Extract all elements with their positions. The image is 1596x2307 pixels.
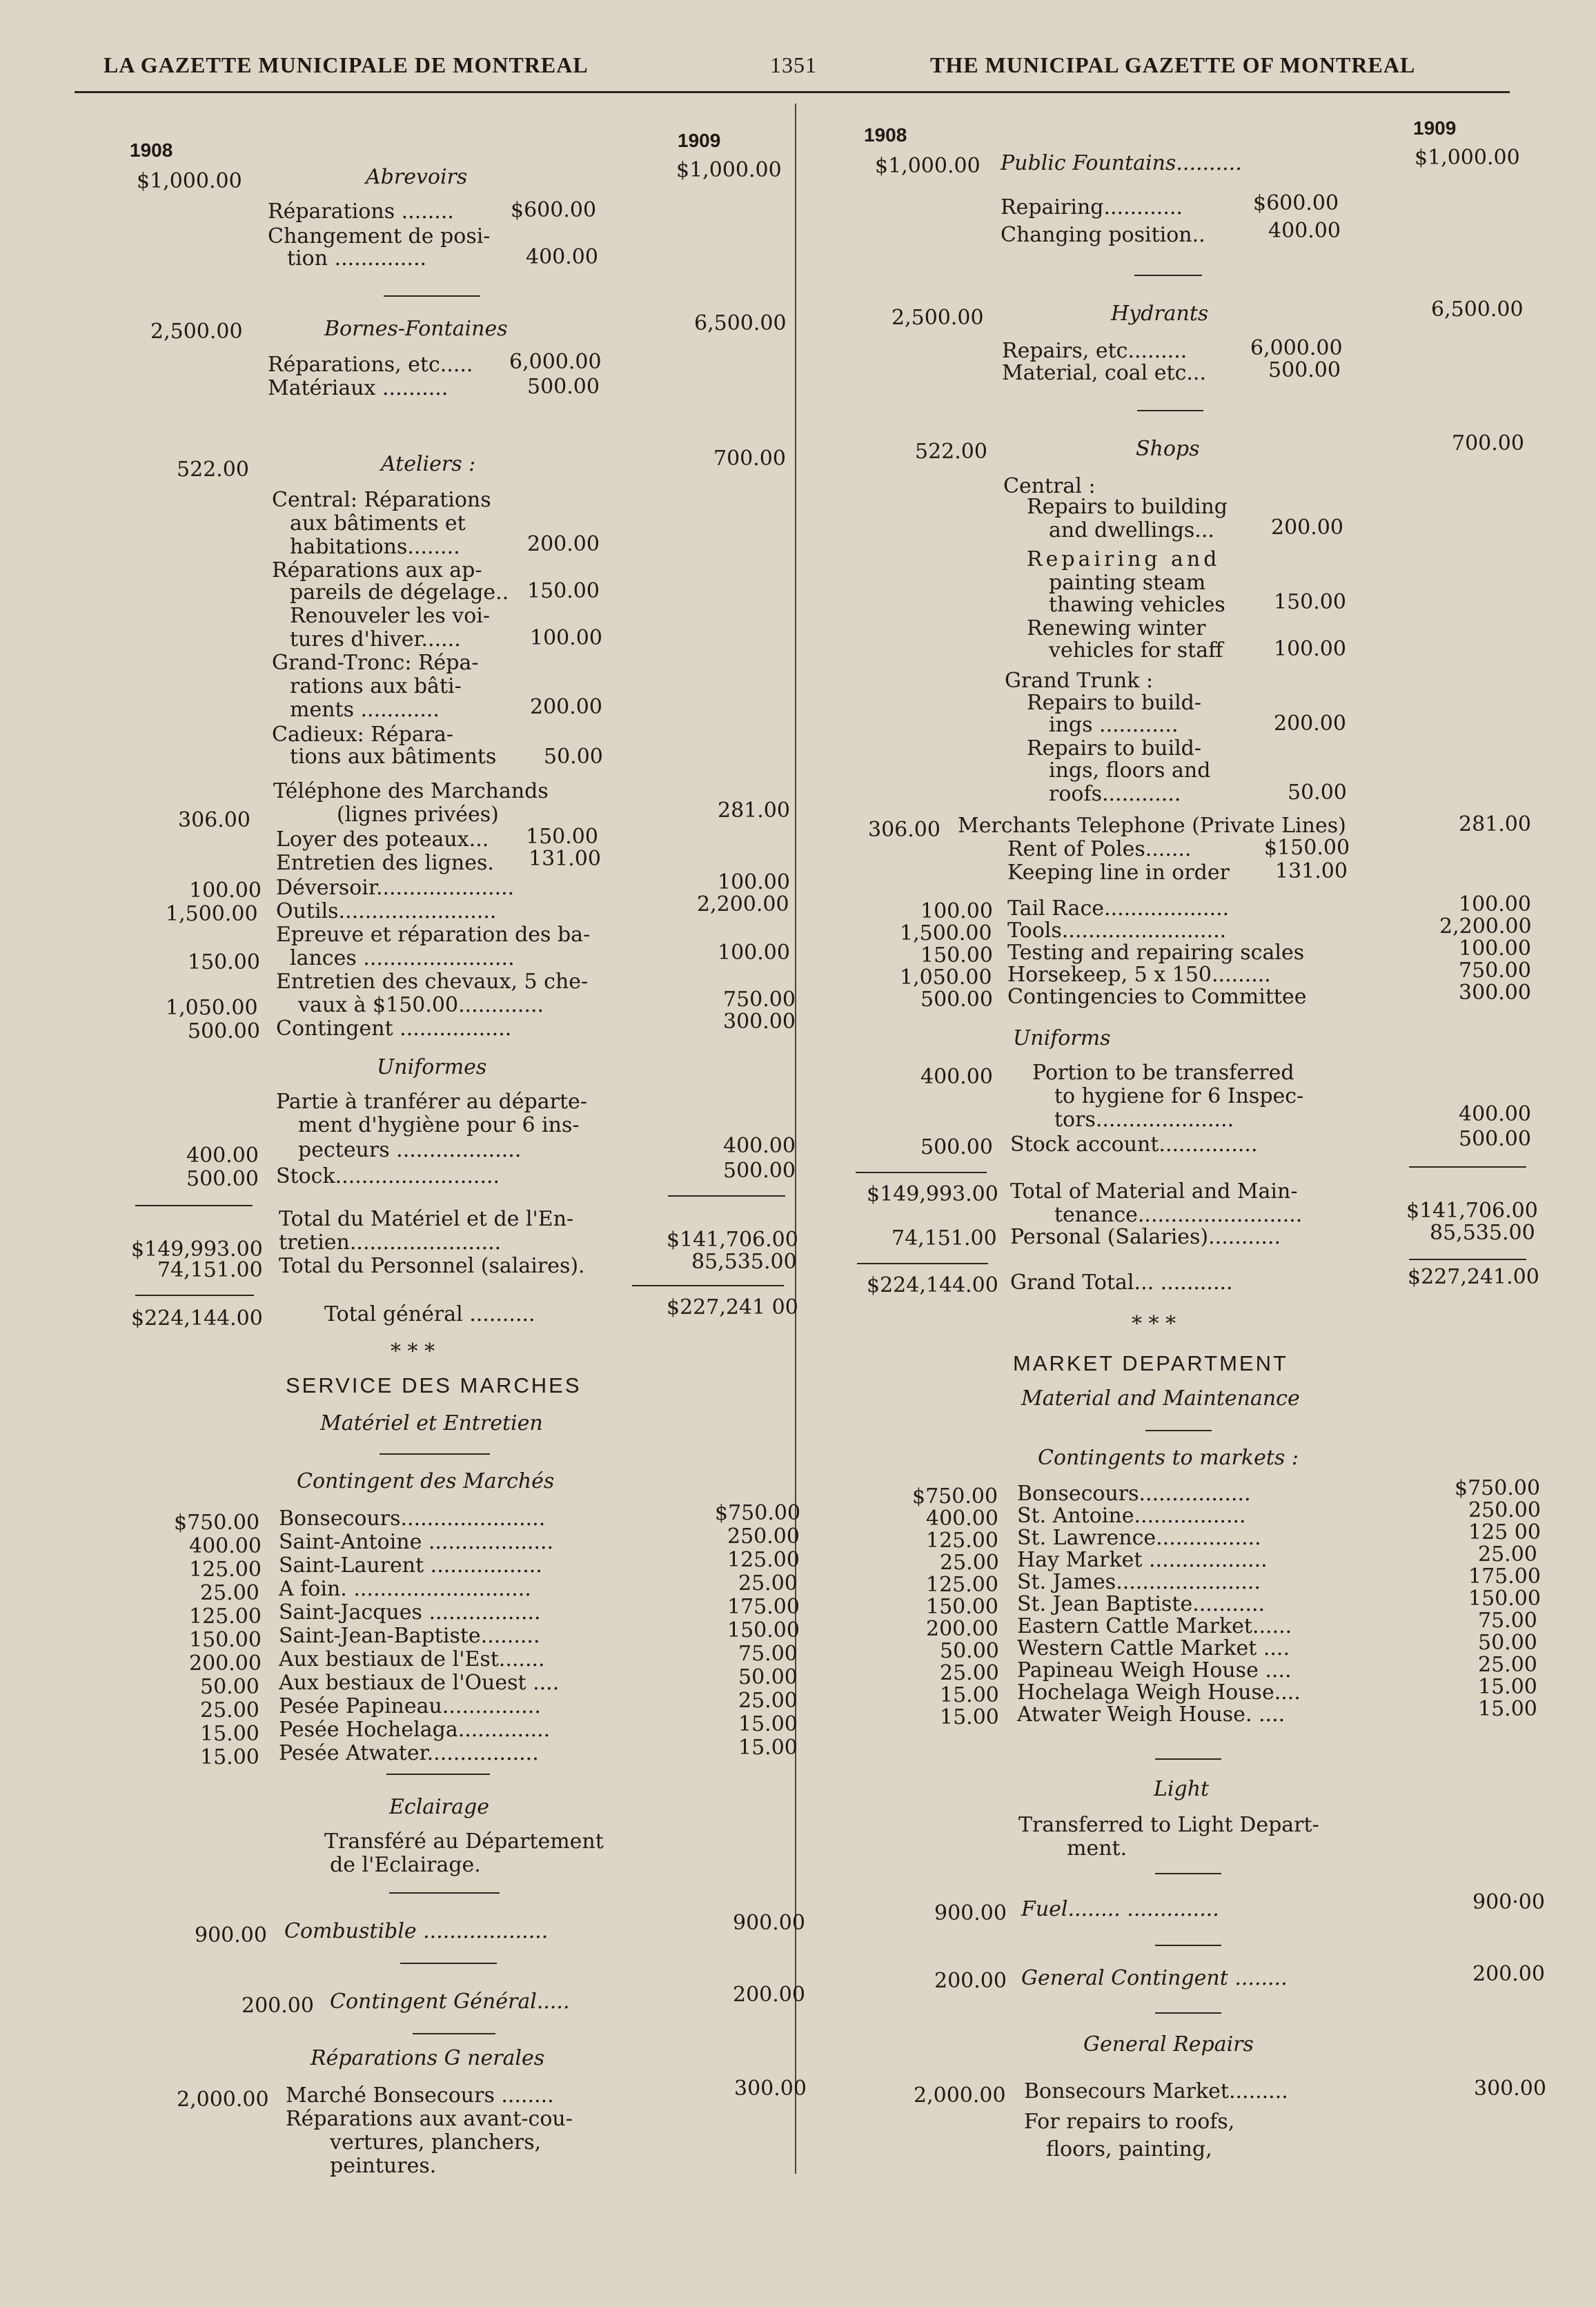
item-label: Total du Personnel (salaires). — [279, 1254, 585, 1278]
item-value: 6,000.00 — [509, 350, 602, 374]
item-label: tures d'hiver...... — [290, 627, 461, 651]
list-item-amount-1908: 15.00 — [940, 1705, 999, 1729]
item-label: to hygiene for 6 Inspec- — [1054, 1084, 1304, 1108]
page-number: 1351 — [770, 52, 817, 77]
list-item-amount-1909: 125 00 — [1468, 1520, 1541, 1544]
item-label: Bonsecours Market......... — [1024, 2079, 1288, 2103]
item-label: (lignes privées) — [337, 803, 499, 827]
section-rule — [400, 1963, 497, 1964]
section-subtitle: Matériel et Entretien — [320, 1411, 543, 1435]
total-rule — [1409, 1259, 1526, 1260]
amount-1909: 700.00 — [1452, 431, 1524, 455]
item-label: thawing vehicles — [1049, 593, 1225, 617]
section-title: Réparations G nerales — [311, 2046, 545, 2070]
list-item-amount-1908: 125.00 — [189, 1604, 262, 1629]
list-item-amount-1908: 200.00 — [189, 1651, 262, 1676]
item-label: Epreuve et réparation des ba- — [276, 923, 591, 947]
amount-1908: $1,000.00 — [137, 169, 242, 193]
item-label: Outils........................ — [276, 899, 497, 923]
amount-1908: 400.00 — [920, 1065, 993, 1089]
item-label: Entretien des chevaux, 5 che- — [276, 970, 589, 994]
item-value: 100.00 — [1274, 637, 1346, 661]
list-item-amount-1908: 150.00 — [926, 1595, 998, 1619]
section-title: Uniformes — [377, 1055, 487, 1079]
section-title: Public Fountains.......... — [1001, 151, 1242, 175]
year-1908: 1908 — [130, 139, 173, 161]
list-item-label: Eastern Cattle Market...... — [1017, 1614, 1292, 1638]
item-label: habitations........ — [290, 535, 460, 559]
item-value: 400.00 — [526, 245, 598, 269]
amount-1909: 900·00 — [1472, 1890, 1545, 1914]
item-label: pareils de dégelage.. — [290, 580, 509, 605]
item-label: Keeping line in order — [1007, 861, 1230, 885]
item-label: Réparations, etc..... — [268, 353, 473, 377]
list-item-amount-1909: 25.00 — [738, 1689, 798, 1713]
item-label: Repairs to building — [1027, 495, 1228, 519]
list-item-label: Saint-Jacques ................. — [279, 1600, 541, 1624]
total-rule — [135, 1295, 254, 1296]
item-value: 150.00 — [526, 825, 598, 849]
amount-1908: 2,500.00 — [891, 306, 984, 330]
list-item-amount-1909: 175.00 — [727, 1595, 800, 1619]
item-label: Renewing winter — [1027, 616, 1206, 640]
header-rule — [75, 91, 1510, 93]
section-title: Ateliers : — [381, 452, 476, 476]
list-item-label: Bonsecours................. — [1017, 1482, 1251, 1506]
section-rule — [380, 1453, 490, 1455]
list-item-amount-1909: 100.00 — [1459, 936, 1531, 961]
item-label: Stock......................... — [276, 1164, 500, 1188]
list-item-amount-1908: $750.00 — [912, 1484, 998, 1509]
list-item-label: Saint-Antoine ................... — [279, 1530, 554, 1554]
section-heading: SERVICE DES MARCHES — [286, 1373, 582, 1397]
item-label: ments ............ — [290, 698, 440, 722]
amount-1909: 85,535.00 — [1430, 1221, 1535, 1245]
item-label: For repairs to roofs, — [1024, 2110, 1235, 2134]
section-rule — [1134, 275, 1202, 276]
item-label: Matériaux .......... — [268, 376, 449, 400]
amount-1909: 6,500.00 — [694, 311, 787, 335]
item-label: Central: Réparations — [272, 488, 491, 512]
item-value: 150.00 — [1274, 590, 1346, 614]
list-item-label: Atwater Weigh House. .... — [1017, 1702, 1285, 1727]
list-item-amount-1909: 15.00 — [738, 1736, 798, 1760]
list-item-amount-1909: 150.00 — [1468, 1587, 1541, 1611]
item-label: ment d'hygiène pour 6 ins- — [298, 1113, 580, 1137]
item-label: Renouveler les voi- — [290, 604, 490, 628]
list-item-label: Contingencies to Committee — [1007, 985, 1307, 1009]
item-label: vertures, planchers, — [330, 2130, 542, 2154]
item-label: Repairs, etc......... — [1002, 339, 1188, 363]
item-label: tretien....................... — [279, 1230, 502, 1255]
separator-stars: * * * — [391, 1339, 435, 1364]
list-item-label: Tail Race................... — [1007, 896, 1230, 921]
item-label: tions aux bâtiments — [290, 745, 497, 769]
item-label: vehicles for staff — [1049, 638, 1223, 662]
list-item-amount-1909: 300.00 — [1459, 981, 1531, 1005]
list-item-amount-1908: 25.00 — [940, 1551, 999, 1575]
amount-1909: $227,241.00 — [1408, 1265, 1539, 1289]
list-item-label: Hochelaga Weigh House.... — [1017, 1680, 1301, 1705]
list-item-label: Pesée Atwater................. — [279, 1741, 539, 1765]
list-item-amount-1909: 75.00 — [1478, 1609, 1537, 1633]
total-rule — [856, 1172, 987, 1173]
section-rule — [1155, 2012, 1221, 2014]
amount-1909: 400.00 — [723, 1134, 796, 1158]
item-value: 400.00 — [1268, 219, 1341, 243]
section-heading: MARKET DEPARTMENT — [1013, 1351, 1288, 1375]
section-rule — [1155, 1873, 1221, 1874]
section-rule — [1155, 1945, 1221, 1946]
section-rule — [384, 295, 480, 297]
list-item-amount-1908: 1,050.00 — [900, 965, 992, 990]
item-label: Contingent ................. — [276, 1017, 512, 1041]
amount-1908: 500.00 — [188, 1019, 260, 1043]
item-value: 200.00 — [530, 695, 602, 719]
item-label: Grand-Tronc: Répa- — [272, 651, 479, 675]
item-label: roofs............ — [1049, 782, 1181, 806]
item-label: Fuel........ .............. — [1021, 1897, 1219, 1921]
amount-1908: 306.00 — [178, 808, 250, 832]
item-value: 200.00 — [527, 532, 600, 556]
total-rule — [135, 1205, 253, 1206]
list-item-amount-1908: 125.00 — [926, 1529, 998, 1553]
list-item-label: Saint-Jean-Baptiste......... — [279, 1624, 540, 1648]
section-rule — [1137, 410, 1203, 411]
item-label: Material, coal etc... — [1002, 361, 1207, 385]
item-label: ment. — [1067, 1836, 1127, 1861]
item-label: vaux à $150.00............. — [298, 993, 544, 1017]
amount-1909: $227,241 00 — [667, 1295, 798, 1319]
item-label: Transféré au Département — [324, 1829, 604, 1854]
item-label: Changing position.. — [1001, 223, 1205, 247]
section-title: Bornes-Fontaines — [324, 317, 508, 341]
item-label: ings ............ — [1049, 713, 1179, 737]
amount-1908: $1,000.00 — [875, 154, 981, 178]
list-item-label: Pesée Hochelaga.............. — [279, 1718, 551, 1742]
list-item-amount-1909: 100.00 — [1459, 892, 1531, 916]
amount-1909: 200.00 — [1472, 1962, 1545, 1986]
list-item-amount-1909: 75.00 — [738, 1642, 798, 1666]
item-label: Marché Bonsecours ........ — [286, 2083, 554, 2108]
amount-1909: 2,200.00 — [697, 892, 789, 916]
item-label: Réparations aux avant-cou- — [286, 2107, 573, 2131]
item-label: floors, painting, — [1046, 2137, 1212, 2161]
amount-1909: $1,000.00 — [676, 158, 782, 182]
list-item-amount-1909: 175.00 — [1468, 1564, 1541, 1589]
item-value: 131.00 — [1275, 859, 1348, 883]
amount-1908: 2,000.00 — [914, 2083, 1006, 2108]
total-rule — [632, 1285, 784, 1286]
header-right-title: THE MUNICIPAL GAZETTE OF MONTREAL — [930, 52, 1416, 77]
amount-1909: 900.00 — [733, 1911, 805, 1935]
list-item-label: St. James...................... — [1017, 1570, 1261, 1594]
item-value: 100.00 — [530, 626, 602, 650]
section-rule — [413, 2033, 495, 2034]
total-rule — [857, 1263, 988, 1264]
amount-1909: $141,706.00 — [667, 1228, 798, 1252]
section-title: Contingents to markets : — [1038, 1446, 1299, 1470]
amount-1908: $224,144.00 — [867, 1273, 998, 1297]
amount-1908: 74,151.00 — [891, 1226, 997, 1250]
list-item-amount-1909: 50.00 — [1478, 1631, 1537, 1655]
amount-1909: 400.00 — [1459, 1102, 1531, 1126]
item-label: lances ....................... — [290, 946, 515, 970]
item-label: Repairs to build- — [1027, 691, 1202, 715]
amount-1908: 900.00 — [934, 1901, 1007, 1925]
list-item-amount-1909: 250.00 — [1468, 1498, 1541, 1522]
list-item-amount-1908: 400.00 — [189, 1534, 262, 1558]
item-label: Changement de posi- — [268, 224, 491, 248]
amount-1909: $141,706.00 — [1406, 1199, 1538, 1223]
item-label: General Contingent ........ — [1021, 1966, 1288, 1990]
amount-1909: 300.00 — [1474, 2077, 1546, 2101]
item-label: tenance......................... — [1054, 1203, 1303, 1227]
list-item-label: St. Lawrence................ — [1017, 1526, 1261, 1550]
item-label: Cadieux: Répara- — [272, 723, 454, 747]
item-label: Partie à tranférer au départe- — [276, 1090, 587, 1114]
amount-1908: 2,000.00 — [177, 2088, 269, 2112]
item-label: Loyer des poteaux... — [276, 827, 489, 852]
item-label: Combustible ................... — [284, 1919, 549, 1943]
year-1909: 1909 — [1413, 117, 1457, 139]
section-title: Light — [1154, 1777, 1210, 1801]
list-item-amount-1909: 150.00 — [727, 1618, 800, 1642]
amount-1908: 500.00 — [920, 1135, 993, 1159]
section-title: Eclairage — [389, 1795, 489, 1819]
list-item-amount-1908: 150.00 — [920, 943, 993, 968]
list-item-label: Testing and repairing scales — [1007, 941, 1305, 965]
item-label: ings, floors and — [1049, 758, 1211, 783]
amount-1909: 100.00 — [718, 870, 790, 894]
list-item-label: Bonsecours...................... — [279, 1506, 546, 1531]
year-1909: 1909 — [678, 130, 721, 151]
list-item-label: Tools......................... — [1007, 919, 1227, 943]
item-label: Grand Trunk : — [1005, 669, 1154, 693]
list-item-amount-1908: 400.00 — [926, 1506, 998, 1531]
item-value: $600.00 — [511, 198, 597, 222]
section-rule — [386, 1774, 490, 1775]
list-item-amount-1909: 250.00 — [727, 1524, 800, 1549]
list-item-label: Horsekeep, 5 x 150......... — [1007, 963, 1271, 987]
item-label: tion .............. — [287, 246, 427, 271]
amount-1908: 1,050.00 — [166, 996, 258, 1020]
list-item-amount-1909: 125.00 — [727, 1548, 800, 1572]
item-label: Total of Material and Main- — [1010, 1179, 1298, 1204]
item-label: Personal (Salaries)........... — [1010, 1225, 1281, 1249]
list-item-label: St. Antoine................. — [1017, 1504, 1246, 1528]
item-label: painting steam — [1049, 571, 1206, 595]
list-item-amount-1908: 25.00 — [200, 1698, 259, 1722]
amount-1909: 300.00 — [723, 1010, 796, 1034]
list-item-amount-1908: 50.00 — [200, 1675, 259, 1699]
total-rule — [668, 1195, 785, 1197]
item-label: Portion to be transferred — [1032, 1061, 1294, 1085]
item-value: 200.00 — [1271, 516, 1343, 540]
list-item-amount-1908: 150.00 — [189, 1628, 262, 1652]
item-value: $600.00 — [1253, 191, 1339, 215]
list-item-amount-1908: 500.00 — [920, 988, 993, 1012]
item-value: 6,000.00 — [1250, 336, 1343, 360]
list-item-amount-1908: 25.00 — [940, 1661, 999, 1685]
list-item-amount-1908: 15.00 — [940, 1683, 999, 1707]
list-item-label: Western Cattle Market .... — [1017, 1636, 1290, 1660]
list-item-label: Hay Market .................. — [1017, 1548, 1268, 1572]
item-label: tors..................... — [1054, 1108, 1234, 1132]
item-label: Repairs to build- — [1027, 736, 1202, 760]
list-item-amount-1909: 15.00 — [1478, 1697, 1537, 1721]
item-label: pecteurs ................... — [298, 1138, 522, 1162]
item-label: Rent of Poles....... — [1007, 837, 1192, 861]
item-value: 50.00 — [1288, 781, 1347, 805]
item-label: Réparations aux ap- — [272, 558, 482, 582]
list-item-label: A foin. ........................... — [279, 1577, 531, 1601]
amount-1908: 150.00 — [188, 950, 260, 974]
amount-1909: 85,535.00 — [691, 1250, 797, 1274]
section-title: Shops — [1136, 437, 1200, 461]
amount-1908: 306.00 — [868, 818, 940, 842]
list-item-amount-1908: 25.00 — [200, 1581, 259, 1605]
amount-1908: $149,993.00 — [131, 1237, 263, 1262]
list-item-amount-1909: 25.00 — [738, 1571, 798, 1596]
item-label: aux bâtiments et — [290, 511, 466, 536]
amount-1908: 200.00 — [934, 1969, 1007, 1993]
list-item-amount-1908: 125.00 — [189, 1558, 262, 1582]
item-label: Téléphone des Marchands — [273, 779, 549, 803]
item-label: and dwellings... — [1049, 518, 1214, 542]
item-label: peintures. — [330, 2154, 437, 2178]
item-label: Repairing............ — [1001, 195, 1183, 219]
item-value: 50.00 — [544, 745, 603, 769]
amount-1909: 750.00 — [723, 988, 796, 1012]
list-item-amount-1909: 50.00 — [738, 1665, 798, 1689]
list-item-label: Aux bestiaux de l'Est....... — [279, 1647, 545, 1671]
item-label: de l'Eclairage. — [330, 1853, 481, 1877]
amount-1908: 2,500.00 — [150, 320, 243, 344]
item-value: 150.00 — [527, 579, 600, 603]
list-item-label: St. Jean Baptiste........... — [1017, 1592, 1265, 1616]
amount-1909: 300.00 — [734, 2077, 807, 2101]
amount-1908: 522.00 — [915, 440, 987, 464]
list-item-amount-1909: 25.00 — [1478, 1542, 1537, 1567]
item-label: Contingent Général..... — [330, 1990, 570, 2014]
list-item-amount-1908: $750.00 — [174, 1511, 260, 1535]
list-item-label: Aux bestiaux de l'Ouest .... — [279, 1671, 560, 1695]
amount-1908: 200.00 — [242, 1994, 314, 2018]
amount-1908: 100.00 — [189, 878, 262, 903]
header-left-title: LA GAZETTE MUNICIPALE DE MONTREAL — [104, 52, 589, 77]
amount-1908: $224,144.00 — [131, 1306, 263, 1331]
list-item-amount-1909: 25.00 — [1478, 1653, 1537, 1677]
item-label: Repairing and — [1027, 547, 1221, 571]
list-item-label: Papineau Weigh House .... — [1017, 1658, 1292, 1682]
list-item-amount-1908: 200.00 — [926, 1617, 998, 1641]
amount-1909: 500.00 — [723, 1159, 796, 1183]
item-value: 500.00 — [1268, 358, 1341, 382]
amount-1909: 100.00 — [718, 941, 790, 965]
list-item-amount-1909: $750.00 — [1455, 1476, 1541, 1500]
amount-1908: 900.00 — [195, 1923, 267, 1947]
total-rule — [1409, 1166, 1526, 1168]
item-label: Entretien des lignes. — [276, 851, 494, 875]
section-title: Hydrants — [1111, 302, 1209, 326]
list-item-amount-1908: 1,500.00 — [900, 921, 992, 945]
section-rule — [1155, 1758, 1221, 1760]
list-item-amount-1908: 50.00 — [940, 1639, 999, 1663]
amount-1908: $149,993.00 — [867, 1182, 998, 1206]
amount-1908: 500.00 — [186, 1167, 259, 1191]
section-title: General Repairs — [1083, 2032, 1254, 2056]
list-item-amount-1908: 100.00 — [920, 899, 993, 923]
item-label: Total général .......... — [324, 1302, 535, 1326]
amount-1909: 500.00 — [1459, 1127, 1531, 1151]
item-label: Réparations ........ — [268, 199, 454, 224]
list-item-amount-1909: 15.00 — [738, 1712, 798, 1736]
item-label: Total du Matériel et de l'En- — [279, 1207, 574, 1231]
item-label: rations aux bâti- — [290, 674, 462, 698]
list-item-amount-1908: 15.00 — [200, 1745, 259, 1769]
list-item-amount-1909: 2,200.00 — [1439, 914, 1532, 939]
amount-1908: 400.00 — [186, 1143, 259, 1168]
list-item-amount-1909: 750.00 — [1459, 959, 1531, 983]
list-item-amount-1908: 125.00 — [926, 1573, 998, 1597]
section-title: Contingent des Marchés — [297, 1469, 555, 1493]
amount-1908: 522.00 — [177, 458, 249, 482]
list-item-amount-1908: 15.00 — [200, 1722, 259, 1746]
section-rule — [389, 1892, 500, 1894]
list-item-label: Pesée Papineau............... — [279, 1694, 541, 1718]
list-item-label: Saint-Laurent ................. — [279, 1553, 542, 1578]
item-label: Transferred to Light Depart- — [1018, 1813, 1319, 1837]
list-item-amount-1909: 15.00 — [1478, 1675, 1537, 1699]
section-title: Uniforms — [1013, 1026, 1111, 1050]
item-label: Stock account............... — [1010, 1132, 1258, 1157]
section-title: Abrevoirs — [366, 165, 468, 189]
section-rule — [1145, 1430, 1212, 1431]
section-subtitle: Material and Maintenance — [1021, 1386, 1300, 1411]
amount-1909: 200.00 — [733, 1983, 805, 2007]
amount-1909: $1,000.00 — [1415, 146, 1520, 170]
separator-stars: * * * — [1132, 1312, 1176, 1336]
item-value: 131.00 — [529, 847, 601, 871]
year-1908: 1908 — [864, 124, 907, 146]
item-value: 500.00 — [527, 375, 600, 399]
amount-1908: 74,151.00 — [157, 1258, 263, 1282]
item-label: Merchants Telephone (Private Lines) — [958, 814, 1346, 838]
list-item-amount-1909: $750.00 — [715, 1501, 801, 1525]
amount-1909: 281.00 — [1459, 812, 1531, 836]
item-value: $150.00 — [1264, 836, 1350, 860]
item-label: Grand Total... ........... — [1010, 1270, 1233, 1295]
amount-1909: 700.00 — [713, 446, 786, 471]
item-label: Central : — [1003, 474, 1096, 498]
item-value: 200.00 — [1274, 711, 1346, 736]
amount-1908: 1,500.00 — [166, 902, 258, 926]
amount-1909: 6,500.00 — [1431, 297, 1524, 322]
item-label: Déversoir..................... — [276, 876, 515, 900]
amount-1909: 281.00 — [718, 798, 790, 823]
